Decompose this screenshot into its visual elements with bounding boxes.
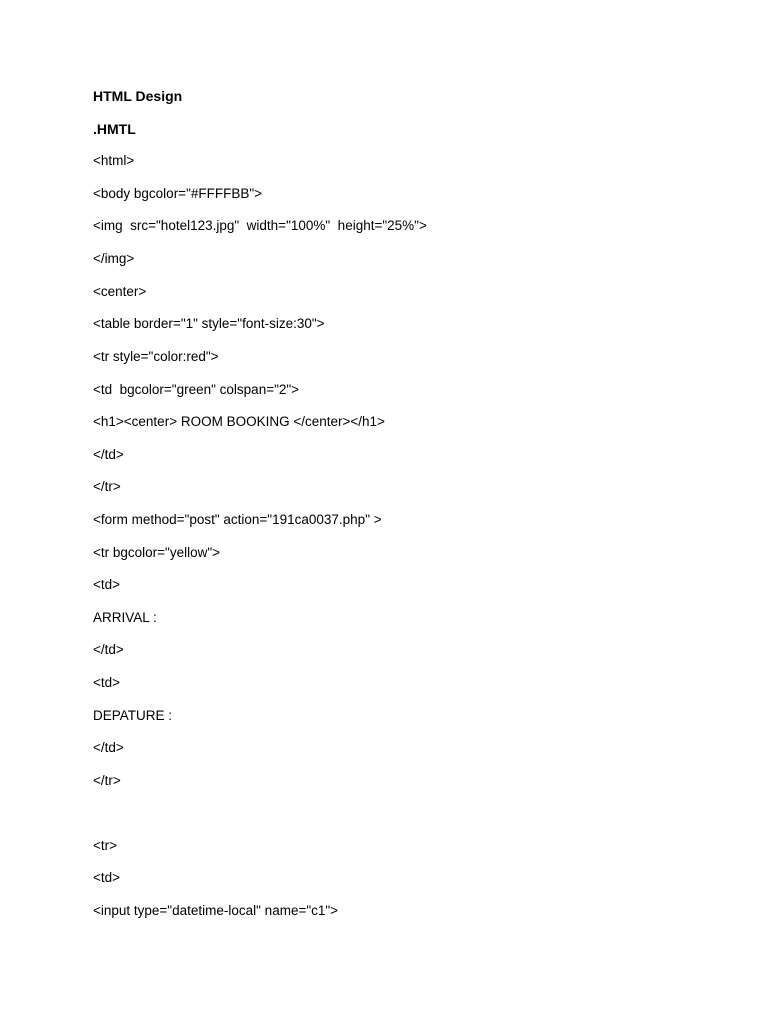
code-line: </tr> <box>93 773 121 788</box>
code-line: <body bgcolor="#FFFFBB"> <box>93 186 263 201</box>
code-line: <input type="datetime-local" name="c1"> <box>93 903 339 918</box>
code-line: <center> <box>93 284 147 299</box>
code-line: <html> <box>93 153 135 168</box>
code-line: </td> <box>93 447 124 462</box>
code-line: <tr> <box>93 838 118 853</box>
code-line: ARRIVAL : <box>93 610 157 625</box>
document-subheading: .HMTL <box>93 121 136 137</box>
code-line: <td> <box>93 577 121 592</box>
code-line: <tr bgcolor="yellow"> <box>93 545 221 560</box>
code-line: <h1><center> ROOM BOOKING </center></h1> <box>93 414 385 429</box>
code-line: <table border="1" style="font-size:30"> <box>93 316 325 331</box>
code-line: </img> <box>93 251 135 266</box>
document-heading: HTML Design <box>93 88 183 104</box>
code-line: DEPATURE : <box>93 708 173 723</box>
code-line: <td> <box>93 675 121 690</box>
code-line: <td bgcolor="green" colspan="2"> <box>93 382 300 397</box>
code-line: <img src="hotel123.jpg" width="100%" height="25%"> <box>93 218 427 233</box>
code-line: <td> <box>93 870 121 885</box>
code-line: <tr style="color:red"> <box>93 349 219 364</box>
code-line: </td> <box>93 642 124 657</box>
code-line: </tr> <box>93 479 121 494</box>
code-line: </td> <box>93 740 124 755</box>
code-line: <form method="post" action="191ca0037.php" > <box>93 512 382 527</box>
